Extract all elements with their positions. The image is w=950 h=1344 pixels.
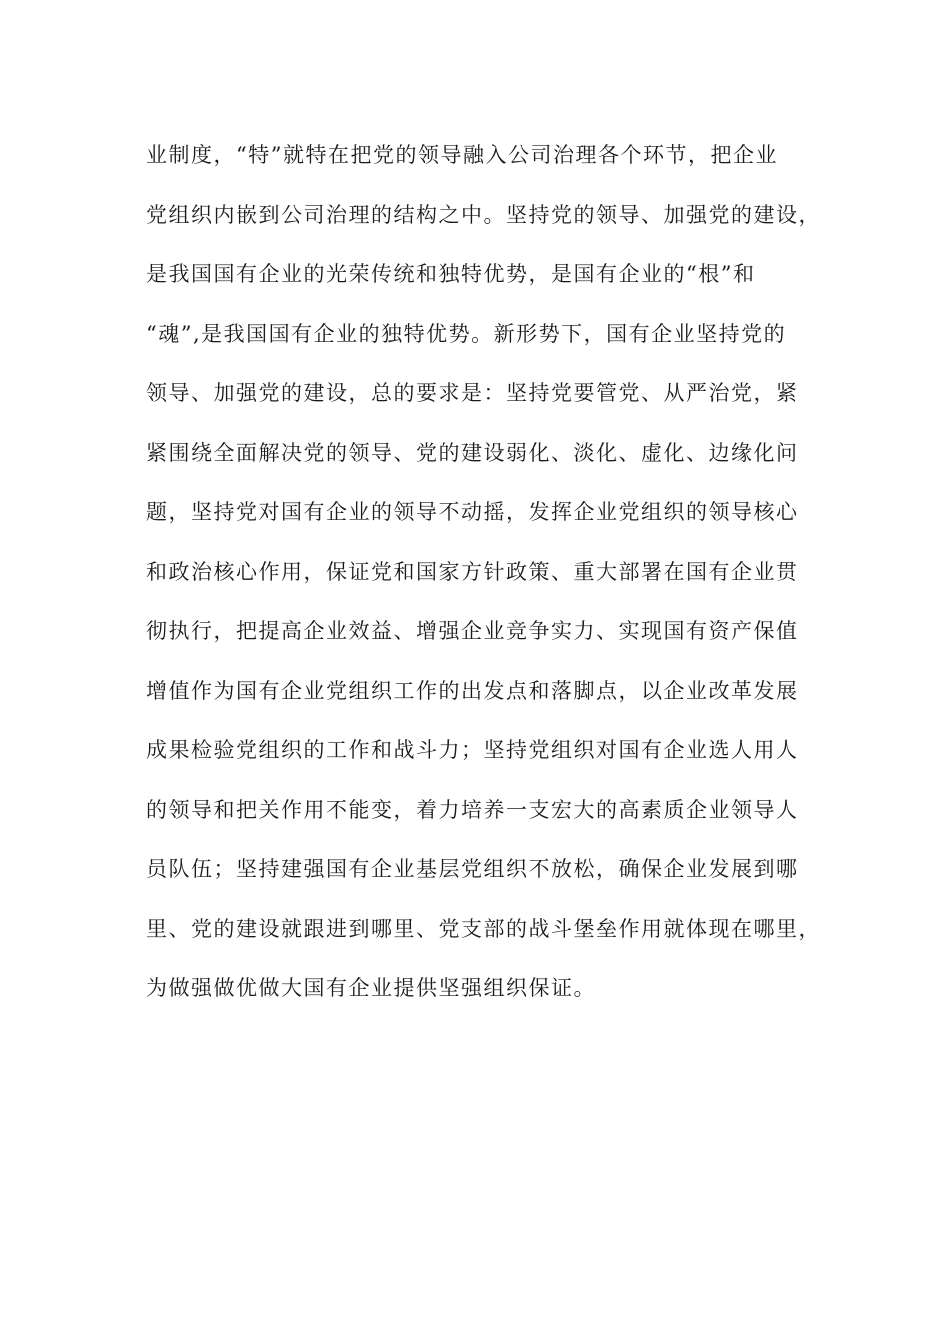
text-line-11: 成果检验党组织的工作和战斗力；坚持党组织对国有企业选人用人 xyxy=(146,738,799,762)
text-line-7: 题，坚持党对国有企业的领导不动摇，发挥企业党组织的领导核心 xyxy=(146,500,799,524)
text-line-9: 彻执行，把提高企业效益、增强企业竞争实力、实现国有资产保值 xyxy=(146,619,799,643)
text-line-1: 业制度，“特”就特在把党的领导融入公司治理各个环节，把企业 xyxy=(146,143,778,167)
body-paragraph xyxy=(146,126,821,1019)
text-line-12: 的领导和把关作用不能变，着力培养一支宏大的高素质企业领导人 xyxy=(146,797,799,822)
text-line-13: 员队伍；坚持建强国有企业基层党组织不放松，确保企业发展到哪 xyxy=(146,857,799,881)
text-line-15: 为做强做优做大国有企业提供坚强组织保证。 xyxy=(146,976,596,1000)
text-line-5: 领导、加强党的建设，总的要求是：坚持党要管党、从严治党，紧 xyxy=(146,381,799,405)
text-line-8: 和政治核心作用，保证党和国家方针政策、重大部署在国有企业贯 xyxy=(146,559,799,584)
text-line-4: “魂”,是我国国有企业的独特优势。新形势下，国有企业坚持党的 xyxy=(146,321,787,346)
text-line-10: 增值作为国有企业党组织工作的出发点和落脚点，以企业改革发展 xyxy=(146,678,799,703)
text-line-2: 党组织内嵌到公司治理的结构之中。坚持党的领导、加强党的建设， xyxy=(146,202,821,227)
text-line-6: 紧围绕全面解决党的领导、党的建设弱化、淡化、虚化、边缘化问 xyxy=(146,440,799,465)
text-line-3: 是我国国有企业的光荣传统和独特优势，是国有企业的“根”和 xyxy=(146,262,756,286)
text-line-14: 里、党的建设就跟进到哪里、党支部的战斗堡垒作用就体现在哪里， xyxy=(146,916,821,941)
